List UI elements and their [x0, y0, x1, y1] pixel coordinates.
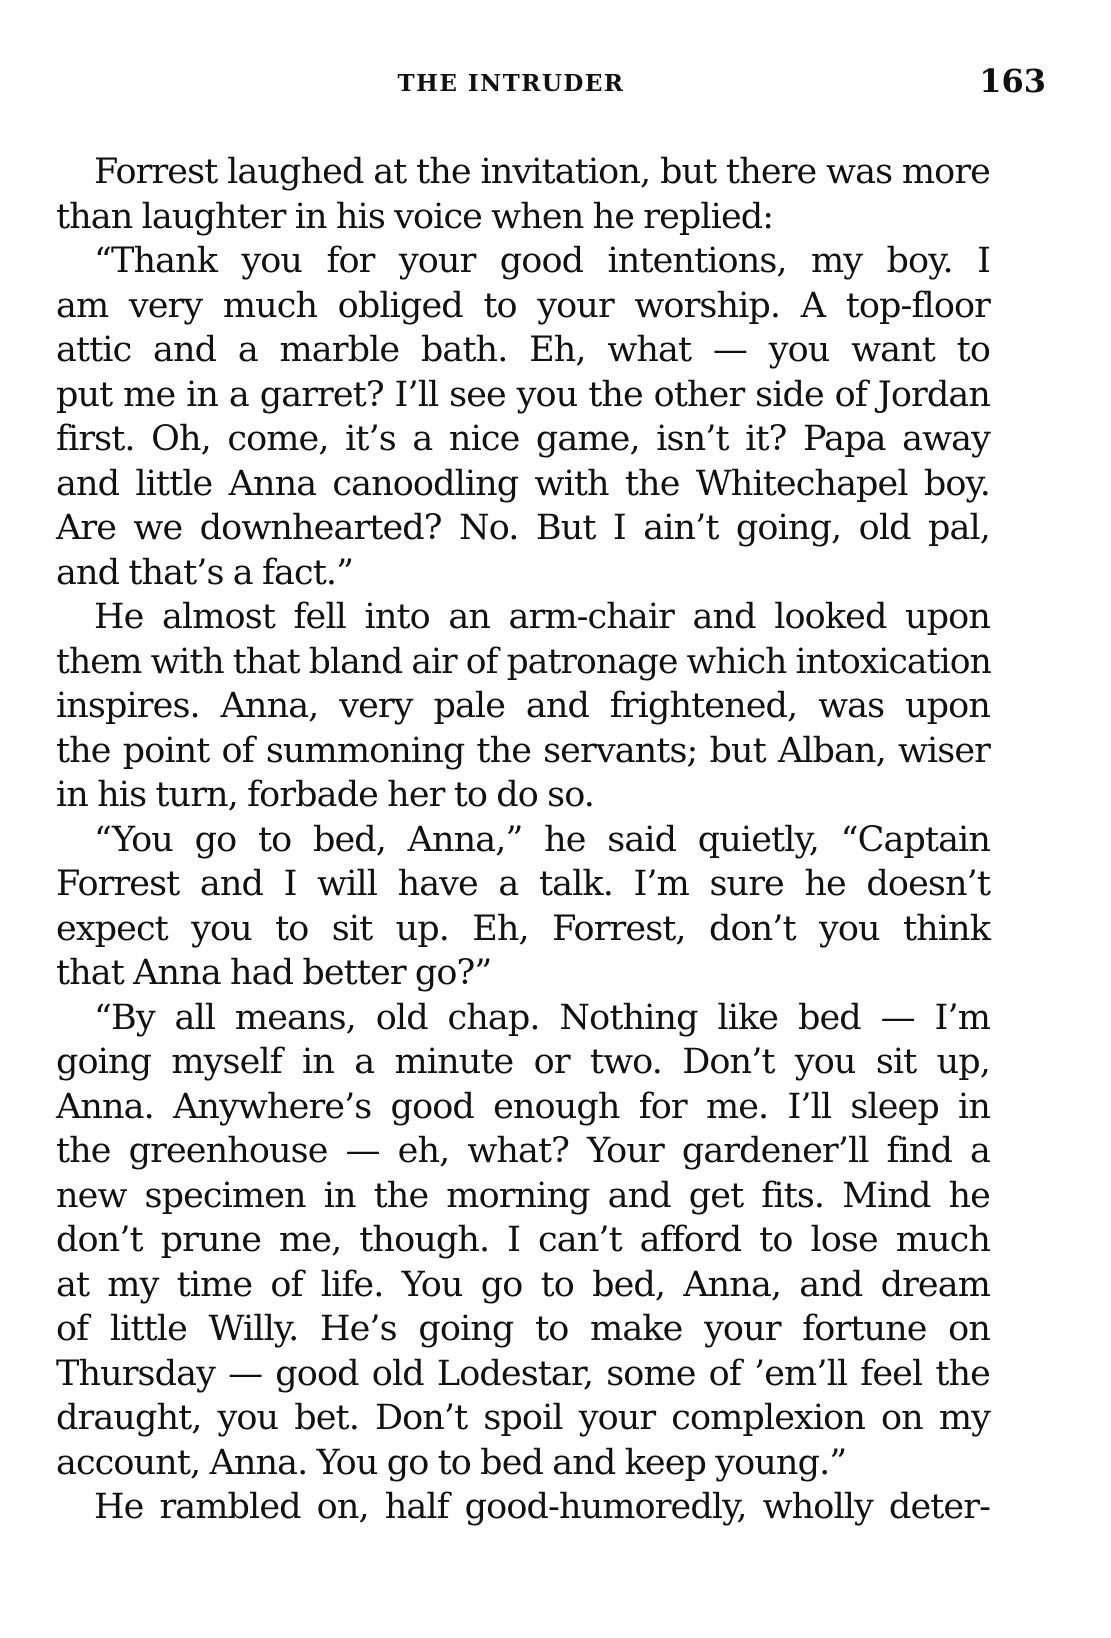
- text-line: Forrest and I will have a talk. I’m sure he doesn’t: [56, 864, 990, 904]
- text-line: than laughter in his voice when he replied:: [56, 196, 774, 237]
- text-line: am very much obliged to your worship. A top-floor: [56, 285, 990, 326]
- text-line: first. Oh, come, it’s a nice game, isn’t it? Papa away: [56, 419, 990, 459]
- text-line: don’t prune me, though. I can’t afford to lose much: [56, 1220, 990, 1260]
- text-line: at my time of life. You go to bed, Anna, and dream: [56, 1264, 990, 1305]
- text-line: “By all means, old chap. Nothing like bed — I’m: [94, 997, 990, 1038]
- text-line: expect you to sit up. Eh, Forrest, don’t you think: [56, 908, 990, 949]
- text-line: inspires. Anna, very pale and frightened, was upon: [56, 686, 990, 726]
- body-text: [56, 150, 990, 1530]
- page-number: 163: [979, 62, 1046, 100]
- text-line: put me in a garret? I’ll see you the other side of Jordan: [56, 374, 990, 415]
- text-line: Forrest laughed at the invitation, but there was more: [94, 152, 990, 192]
- text-line: the point of summoning the servants; but Alban, wiser: [56, 730, 990, 771]
- text-line: draught, you bet. Don’t spoil your complexion on my: [56, 1398, 990, 1438]
- text-line: He almost fell into an arm-chair and looked upon: [94, 597, 990, 637]
- text-line: going myself in a minute or two. Don’t you sit up,: [56, 1042, 990, 1082]
- text-line: in his turn, forbade her to do so.: [56, 775, 595, 815]
- text-line: that Anna had better go?”: [56, 953, 492, 993]
- running-title: THE INTRUDER: [397, 70, 625, 97]
- text-line: account, Anna. You go to bed and keep young.”: [56, 1442, 847, 1483]
- text-line: them with that bland air of patronage which intoxication: [56, 641, 991, 682]
- text-line: Are we downhearted? No. But I ain’t going, old pal,: [56, 508, 990, 548]
- text-line: Thursday — good old Lodestar, some of ’em’ll feel the: [56, 1353, 990, 1394]
- running-head: [56, 62, 1046, 102]
- text-line: new specimen in the morning and get fits. Mind he: [56, 1175, 990, 1216]
- text-line: “You go to bed, Anna,” he said quietly, “Captain: [94, 819, 990, 860]
- text-line: He rambled on, half good-humoredly, wholly deter-: [94, 1487, 990, 1527]
- text-line: the greenhouse — eh, what? Your gardener’ll find a: [56, 1131, 990, 1171]
- text-line: of little Willy. He’s going to make your fortune on: [56, 1309, 990, 1349]
- text-line: “Thank you for your good intentions, my boy. I: [94, 241, 990, 281]
- text-line: attic and a marble bath. Eh, what — you want to: [56, 330, 990, 370]
- text-line: and little Anna canoodling with the Whitechapel boy.: [56, 463, 990, 504]
- text-line: Anna. Anywhere’s good enough for me. I’ll sleep in: [56, 1086, 990, 1127]
- text-line: and that’s a fact.”: [56, 552, 354, 593]
